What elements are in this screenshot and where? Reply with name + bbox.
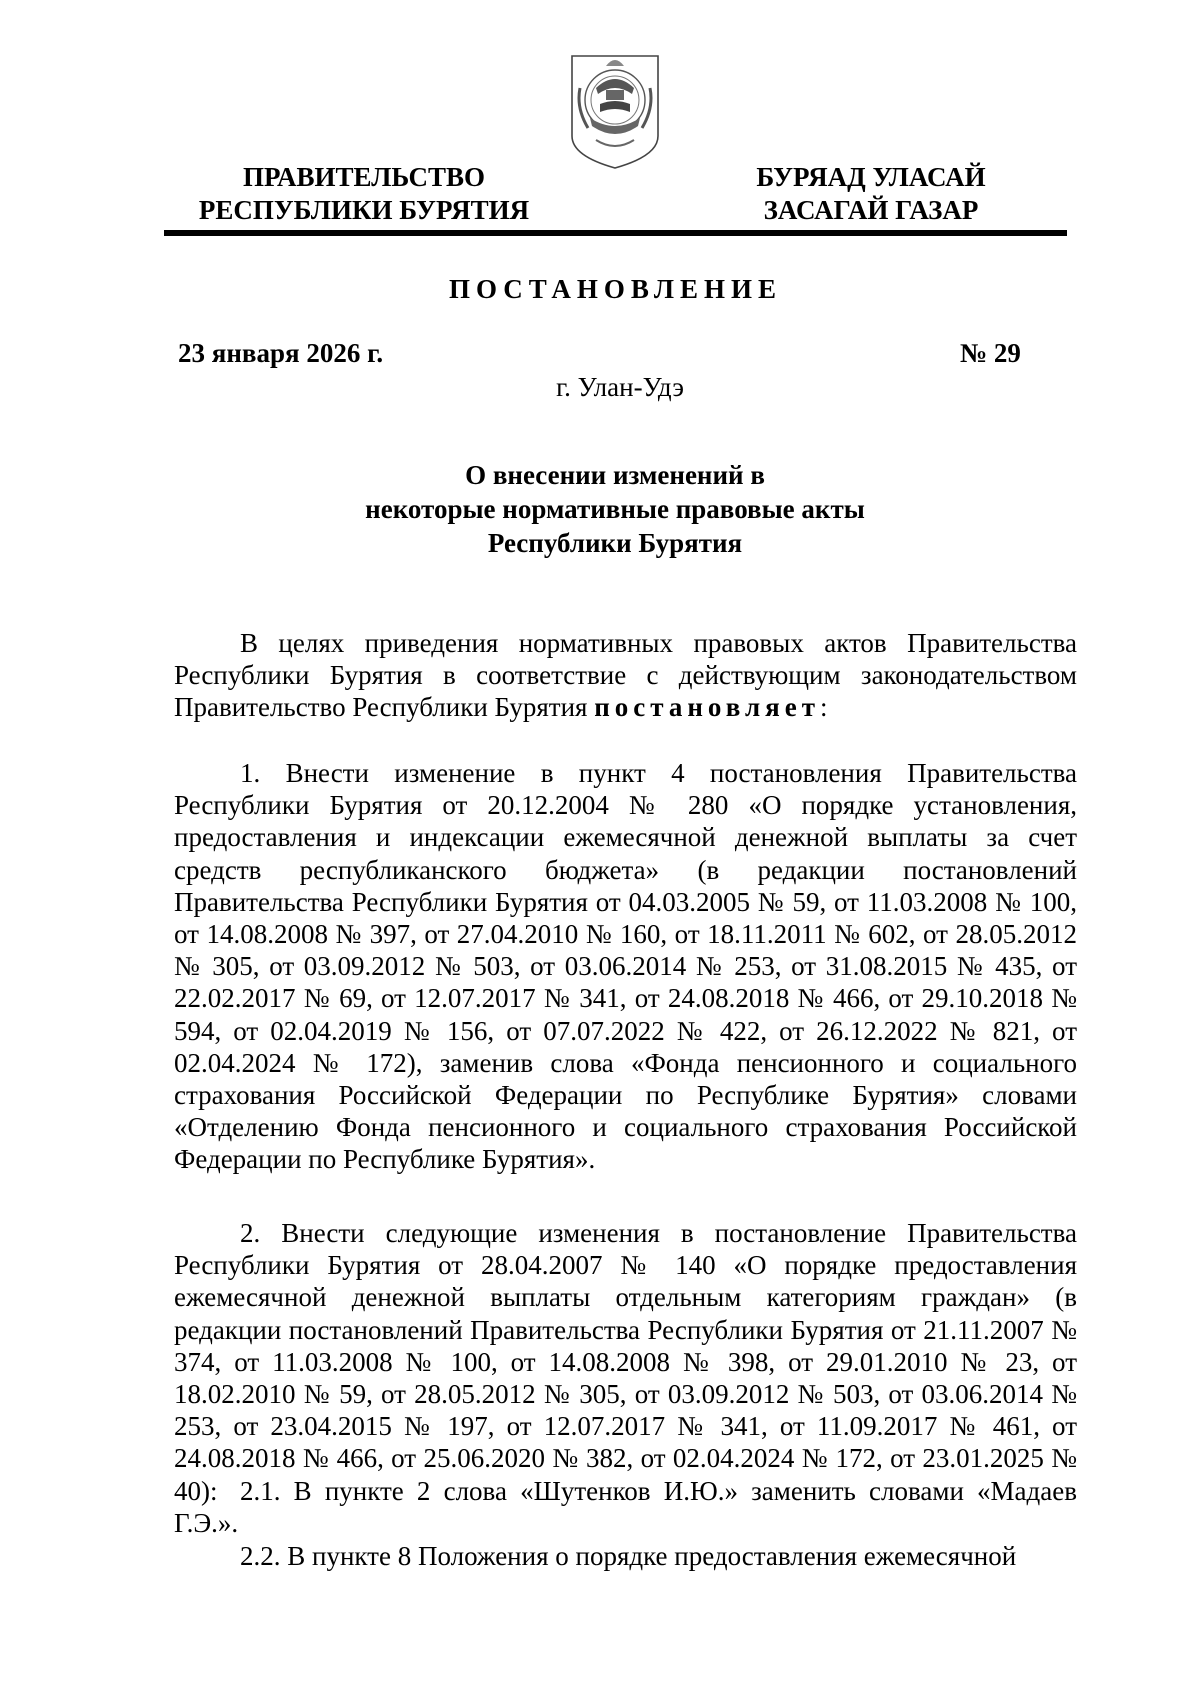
item-2-paragraph: 2. Внести следующие изменения в постановление Правительства Республики Бурятия от 28.04.2007 № 140 «О порядке предоставления ежемесячной денежной выплаты отдельным категориям граждан» (в редакции постановлений Правительства Республики Бурятия от 21.11.2007 № 374, от 11.03.2008 № 100, от 14.08.2008 № 398, от 29.01.2010 № 23, от 18.02.2010 № 59, от 28.05.2012 № 305, от 03.09.2012 № 503, от 03.06.2014 № 253, от 23.04.2015 № 197, от 12.07.2017 № 341, от 11.09.2017 № 461, от 24.08.2018 № 466, от 25.06.2020 № 382, от 02.04.2024 № 172, от 23.01.2025 № 40): xyxy=(174,1218,1077,1506)
item-2-2-paragraph: 2.2. В пункте 8 Положения о порядке предоставления ежемесячной xyxy=(240,1541,1017,1571)
item-2-1-paragraph: 2.1. В пункте 2 слова «Шутенков И.Ю.» заменить словами «Мадаев Г.Э.». xyxy=(174,1476,1077,1539)
org-name-buryat-line1: БУРЯАД УЛАСАЙ xyxy=(756,162,986,192)
document-title-line2: некоторые нормативные правовые акты xyxy=(365,494,865,524)
document-number: № 29 xyxy=(960,338,1021,368)
preamble-text: В целях приведения нормативных правовых актов Правительства Республики Бурятия в соответствие с действующим законодательством Правительство Республики Бурятия xyxy=(174,628,1077,723)
coat-of-arms-emblem xyxy=(566,48,664,172)
document-city: г. Улан-Удэ xyxy=(556,372,684,402)
org-name-russian-line1: ПРАВИТЕЛЬСТВО xyxy=(242,162,486,192)
preamble-paragraph xyxy=(174,627,1077,724)
document-date: 23 января 2026 г. xyxy=(178,338,384,368)
org-name-russian-line2: РЕСПУБЛИКИ БУРЯТИЯ xyxy=(198,195,530,225)
item-1-paragraph: 1. Внести изменение в пункт 4 постановления Правительства Республики Бурятия от 20.12.2004 № 280 «О порядке установления, предоставления и индексации ежемесячной денежной выплаты за счет средств республиканского бюджета» (в редакции постановлений Правительства Республики Бурятия от 04.03.2005 № 59, от 11.03.2008 № 100, от 14.08.2008 № 397, от 27.04.2010 № 160, от 18.11.2011 № 602, от 28.05.2012 № 305, от 03.09.2012 № 503, от 03.06.2014 № 253, от 31.08.2015 № 435, от 22.02.2017 № 69, от 12.07.2017 № 341, от 24.08.2018 № 466, от 29.10.2018 № 594, от 02.04.2019 № 156, от 07.07.2022 № 422, от 26.12.2022 № 821, от 02.04.2024 № 172), заменив слова «Фонда пенсионного и социального страхования Российской Федерации по Республике Бурятия» словами «Отделению Фонда пенсионного и социального страхования Российской Федерации по Республике Бурятия». xyxy=(174,758,1077,1175)
resolves-word: постановляет xyxy=(594,692,820,723)
org-name-russian xyxy=(168,161,560,227)
document-title-line3: Республики Бурятия xyxy=(487,528,743,558)
header-divider xyxy=(164,230,1067,236)
emblem-icon xyxy=(566,48,664,172)
resolves-punct: : xyxy=(819,692,828,723)
org-name-buryat-line2: ЗАСАГАЙ ГАЗАР xyxy=(763,195,979,225)
document-type: ПОСТАНОВЛЕНИЕ xyxy=(448,274,783,304)
org-name-buryat xyxy=(724,161,1018,227)
document-title xyxy=(300,458,930,560)
document-title-line1: О внесении изменений в xyxy=(465,460,765,490)
